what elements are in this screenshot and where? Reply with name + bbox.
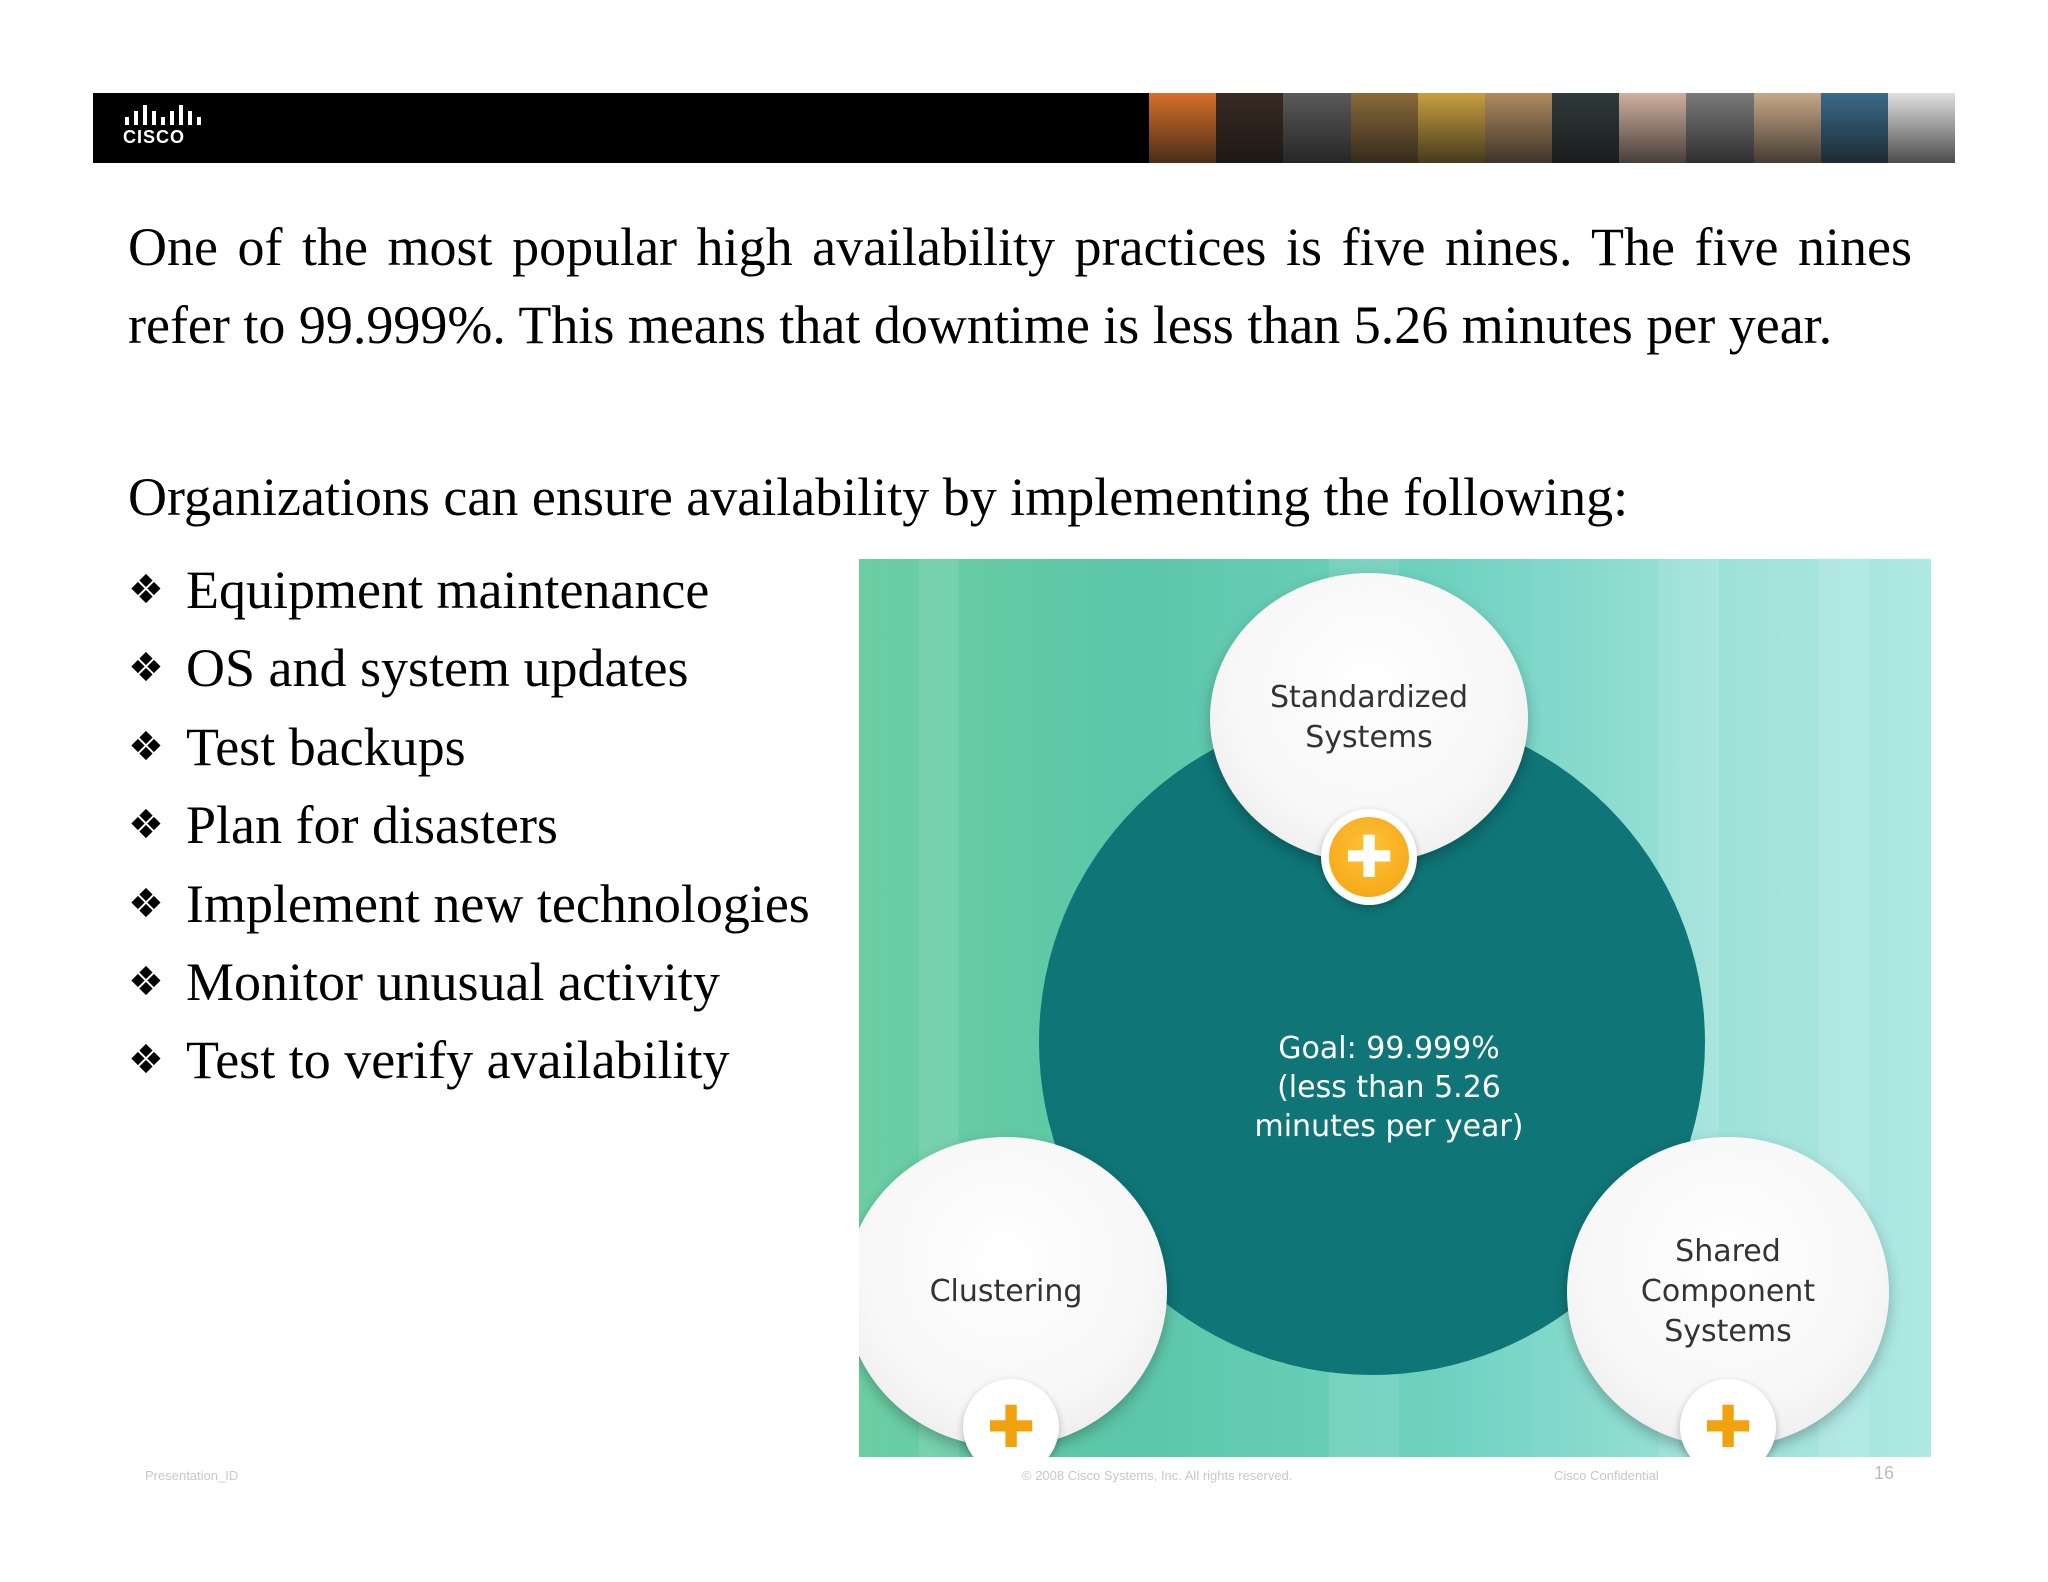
photo-tile	[1754, 93, 1821, 163]
photo-tile	[1619, 93, 1686, 163]
goal-text: Goal: 99.999% (less than 5.26 minutes per year)	[1254, 1031, 1524, 1144]
list-item	[128, 786, 810, 864]
cisco-bars-icon	[125, 105, 203, 127]
plus-icon: ✚	[1329, 817, 1409, 897]
diamond-bullet-icon: ❖	[128, 645, 164, 692]
photo-tile	[1485, 93, 1552, 163]
shared-component-systems-label: Shared Component Systems	[1640, 1234, 1816, 1349]
photo-tile	[1552, 93, 1619, 163]
photo-tile	[1418, 93, 1485, 163]
list-item	[128, 551, 810, 629]
cisco-logo	[123, 105, 213, 151]
photo-tile	[1821, 93, 1888, 163]
photo-tile	[1216, 93, 1283, 163]
header-bar	[93, 93, 1955, 163]
intro-paragraph: One of the most popular high availability practices is five nines. The five nines refer to 99.999%. This means that downtime is less than 5.26 minutes per year.	[128, 217, 1912, 355]
copyright-notice: © 2008 Cisco Systems, Inc. All rights reserved.	[1022, 1468, 1293, 1483]
plus-icon: ✚	[986, 1393, 1036, 1457]
list-item-label: Equipment maintenance	[186, 560, 710, 620]
page-number: 16	[1874, 1463, 1895, 1483]
lead-sentence: Organizations can ensure availability by implementing the following:	[128, 467, 1629, 527]
practices-list	[128, 551, 810, 1100]
presentation-id: Presentation_ID	[145, 1468, 239, 1483]
list-item-label: Test backups	[186, 716, 466, 777]
list-item-label: Implement new technologies	[186, 873, 810, 934]
diamond-bullet-icon: ❖	[128, 567, 164, 613]
diamond-bullet-icon: ❖	[128, 959, 164, 1006]
photo-tile	[1351, 93, 1418, 163]
list-item-label: Monitor unusual activity	[186, 952, 720, 1013]
list-item	[128, 865, 810, 943]
list-item	[128, 943, 810, 1021]
diamond-bullet-icon: ❖	[128, 802, 164, 849]
availability-diagram	[859, 559, 1931, 1457]
list-item-label: Test to verify availability	[186, 1030, 730, 1091]
diamond-bullet-icon: ❖	[128, 723, 164, 770]
photo-tile	[1149, 93, 1216, 163]
standardized-systems-label: Standardized Systems	[1269, 680, 1469, 755]
list-item-label: OS and system updates	[186, 638, 689, 699]
photo-strip-banner	[1149, 93, 1955, 163]
diamond-bullet-icon: ❖	[128, 1037, 164, 1084]
cisco-logo-text: CISCO	[123, 127, 186, 147]
photo-tile	[1686, 93, 1753, 163]
photo-tile	[1888, 93, 1955, 163]
plus-icon: ✚	[1703, 1393, 1753, 1457]
photo-tile	[1283, 93, 1350, 163]
clustering-label: Clustering	[929, 1274, 1083, 1309]
confidential-label: Cisco Confidential	[1554, 1468, 1659, 1483]
list-item	[128, 629, 810, 707]
standardized-systems-expand-button[interactable]	[1321, 809, 1417, 905]
list-item-label: Plan for disasters	[186, 795, 558, 856]
list-item	[128, 1021, 810, 1099]
diamond-bullet-icon: ❖	[128, 880, 164, 927]
list-item	[128, 708, 810, 786]
